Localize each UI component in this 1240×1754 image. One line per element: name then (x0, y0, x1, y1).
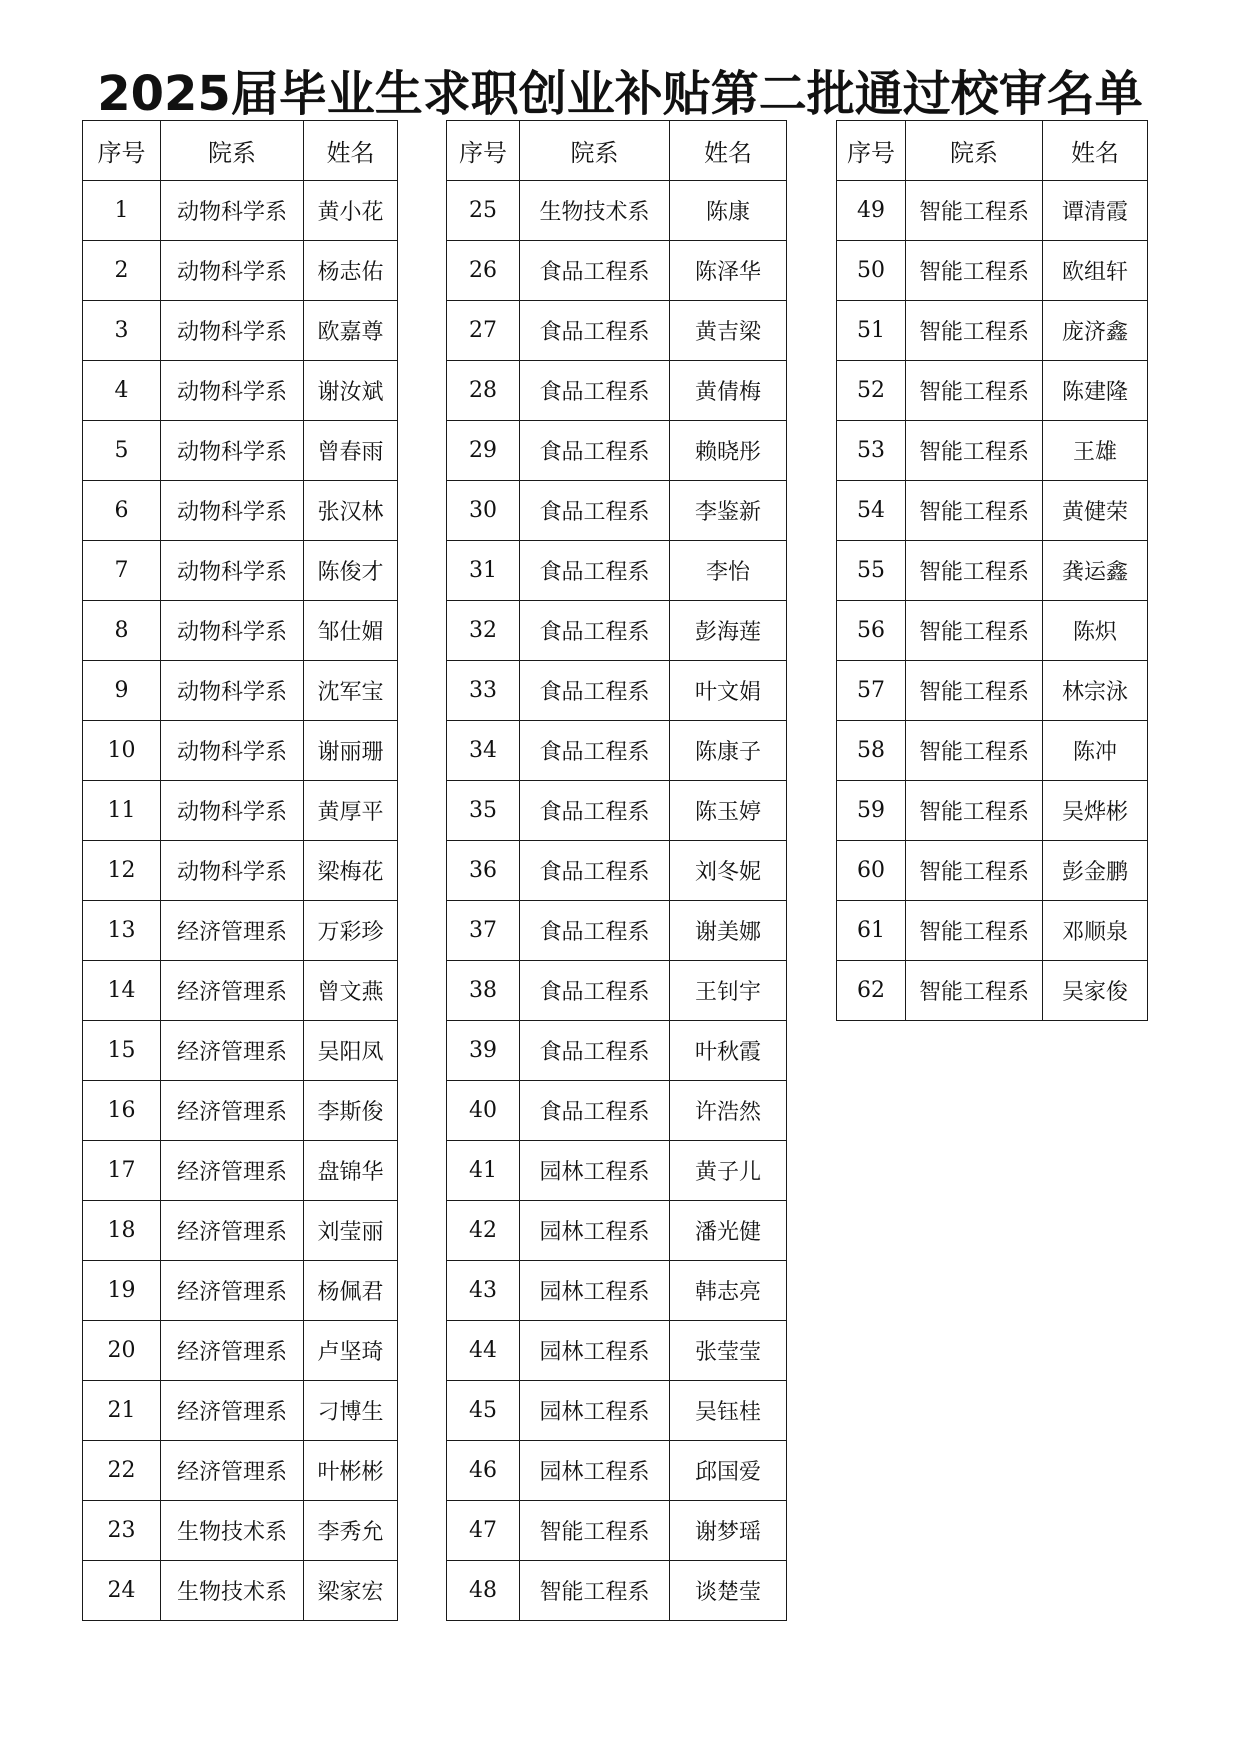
row-dept-cell: 园林工程系 (520, 1141, 670, 1201)
header-name: 姓名 (304, 121, 398, 181)
row-dept-cell: 动物科学系 (161, 721, 304, 781)
row-seq-cell: 54 (837, 481, 906, 541)
row-name-cell: 万彩珍 (304, 901, 398, 961)
table-row (837, 241, 1148, 301)
row-name-cell: 陈康 (670, 181, 787, 241)
table-row (837, 901, 1148, 961)
row-dept-cell: 经济管理系 (161, 1201, 304, 1261)
row-dept-cell: 食品工程系 (520, 361, 670, 421)
table-row (447, 1321, 787, 1381)
table-row (83, 1081, 398, 1141)
table-row (447, 901, 787, 961)
row-dept-cell: 动物科学系 (161, 601, 304, 661)
row-name-cell: 陈冲 (1043, 721, 1148, 781)
row-dept-cell: 食品工程系 (520, 901, 670, 961)
row-name-cell: 黄子儿 (670, 1141, 787, 1201)
row-seq-cell: 40 (447, 1081, 520, 1141)
row-name-cell: 许浩然 (670, 1081, 787, 1141)
row-name-cell: 刘冬妮 (670, 841, 787, 901)
row-name-cell: 黄健荣 (1043, 481, 1148, 541)
table-row (447, 301, 787, 361)
row-seq-cell: 31 (447, 541, 520, 601)
table-row (83, 1021, 398, 1081)
table-row (837, 661, 1148, 721)
table-row (83, 1381, 398, 1441)
row-dept-cell: 智能工程系 (906, 841, 1043, 901)
row-dept-cell: 食品工程系 (520, 601, 670, 661)
row-dept-cell: 园林工程系 (520, 1261, 670, 1321)
row-dept-cell: 食品工程系 (520, 661, 670, 721)
row-seq-cell: 2 (83, 241, 161, 301)
row-dept-cell: 智能工程系 (906, 901, 1043, 961)
table-row (447, 781, 787, 841)
row-seq-cell: 12 (83, 841, 161, 901)
roster-table-1 (82, 120, 398, 1621)
roster-table-3 (836, 120, 1148, 1021)
row-seq-cell: 20 (83, 1321, 161, 1381)
row-dept-cell: 经济管理系 (161, 1081, 304, 1141)
row-seq-cell: 43 (447, 1261, 520, 1321)
row-name-cell: 谢梦瑶 (670, 1501, 787, 1561)
row-seq-cell: 55 (837, 541, 906, 601)
row-dept-cell: 生物技术系 (161, 1501, 304, 1561)
table-row (83, 181, 398, 241)
row-dept-cell: 经济管理系 (161, 1381, 304, 1441)
row-name-cell: 韩志亮 (670, 1261, 787, 1321)
table-row (837, 421, 1148, 481)
row-name-cell: 吴烨彬 (1043, 781, 1148, 841)
row-seq-cell: 34 (447, 721, 520, 781)
row-name-cell: 梁家宏 (304, 1561, 398, 1621)
row-seq-cell: 22 (83, 1441, 161, 1501)
row-seq-cell: 47 (447, 1501, 520, 1561)
row-seq-cell: 35 (447, 781, 520, 841)
table-row (837, 481, 1148, 541)
row-seq-cell: 52 (837, 361, 906, 421)
row-seq-cell: 60 (837, 841, 906, 901)
row-dept-cell: 园林工程系 (520, 1381, 670, 1441)
row-seq-cell: 6 (83, 481, 161, 541)
row-name-cell: 刁博生 (304, 1381, 398, 1441)
row-dept-cell: 食品工程系 (520, 301, 670, 361)
table-row (83, 541, 398, 601)
row-name-cell: 谢美娜 (670, 901, 787, 961)
row-name-cell: 杨志佑 (304, 241, 398, 301)
row-seq-cell: 1 (83, 181, 161, 241)
table-row (83, 361, 398, 421)
row-seq-cell: 28 (447, 361, 520, 421)
row-seq-cell: 29 (447, 421, 520, 481)
row-name-cell: 庞济鑫 (1043, 301, 1148, 361)
table-row (447, 601, 787, 661)
row-seq-cell: 39 (447, 1021, 520, 1081)
row-dept-cell: 食品工程系 (520, 781, 670, 841)
row-seq-cell: 5 (83, 421, 161, 481)
row-name-cell: 卢坚琦 (304, 1321, 398, 1381)
row-seq-cell: 33 (447, 661, 520, 721)
row-seq-cell: 9 (83, 661, 161, 721)
row-seq-cell: 23 (83, 1501, 161, 1561)
row-seq-cell: 17 (83, 1141, 161, 1201)
row-dept-cell: 经济管理系 (161, 1021, 304, 1081)
table-row (83, 781, 398, 841)
header-name: 姓名 (670, 121, 787, 181)
table-row (447, 1261, 787, 1321)
row-seq-cell: 36 (447, 841, 520, 901)
table-row (837, 961, 1148, 1021)
table-row (83, 961, 398, 1021)
row-seq-cell: 10 (83, 721, 161, 781)
table-row (447, 841, 787, 901)
row-dept-cell: 智能工程系 (906, 241, 1043, 301)
row-dept-cell: 动物科学系 (161, 481, 304, 541)
table-row (837, 361, 1148, 421)
row-dept-cell: 园林工程系 (520, 1201, 670, 1261)
row-seq-cell: 62 (837, 961, 906, 1021)
row-seq-cell: 51 (837, 301, 906, 361)
row-dept-cell: 智能工程系 (906, 661, 1043, 721)
row-name-cell: 邹仕媚 (304, 601, 398, 661)
table-row (83, 1501, 398, 1561)
row-dept-cell: 食品工程系 (520, 721, 670, 781)
table-row (447, 361, 787, 421)
row-seq-cell: 8 (83, 601, 161, 661)
table-row (837, 781, 1148, 841)
row-name-cell: 谢汝斌 (304, 361, 398, 421)
row-seq-cell: 37 (447, 901, 520, 961)
row-dept-cell: 智能工程系 (906, 721, 1043, 781)
header-seq: 序号 (447, 121, 520, 181)
row-seq-cell: 46 (447, 1441, 520, 1501)
table-row (837, 601, 1148, 661)
row-name-cell: 黄倩梅 (670, 361, 787, 421)
table-row (83, 601, 398, 661)
row-name-cell: 邓顺泉 (1043, 901, 1148, 961)
table-row (837, 301, 1148, 361)
row-dept-cell: 食品工程系 (520, 961, 670, 1021)
row-dept-cell: 食品工程系 (520, 241, 670, 301)
row-seq-cell: 58 (837, 721, 906, 781)
row-name-cell: 林宗泳 (1043, 661, 1148, 721)
row-dept-cell: 智能工程系 (906, 301, 1043, 361)
row-seq-cell: 38 (447, 961, 520, 1021)
row-name-cell: 陈炽 (1043, 601, 1148, 661)
row-seq-cell: 57 (837, 661, 906, 721)
table-row (83, 481, 398, 541)
table-row (447, 1141, 787, 1201)
row-seq-cell: 30 (447, 481, 520, 541)
table-row (83, 1261, 398, 1321)
row-dept-cell: 智能工程系 (906, 541, 1043, 601)
row-dept-cell: 食品工程系 (520, 421, 670, 481)
row-name-cell: 盘锦华 (304, 1141, 398, 1201)
row-dept-cell: 园林工程系 (520, 1321, 670, 1381)
row-dept-cell: 食品工程系 (520, 481, 670, 541)
table-row (83, 901, 398, 961)
table-row (447, 241, 787, 301)
row-name-cell: 吴家俊 (1043, 961, 1148, 1021)
row-seq-cell: 41 (447, 1141, 520, 1201)
row-name-cell: 杨佩君 (304, 1261, 398, 1321)
row-name-cell: 黄厚平 (304, 781, 398, 841)
row-name-cell: 曾文燕 (304, 961, 398, 1021)
row-name-cell: 陈俊才 (304, 541, 398, 601)
row-name-cell: 李斯俊 (304, 1081, 398, 1141)
header-seq: 序号 (837, 121, 906, 181)
row-name-cell: 叶彬彬 (304, 1441, 398, 1501)
table-row (447, 1021, 787, 1081)
row-seq-cell: 16 (83, 1081, 161, 1141)
row-name-cell: 王雄 (1043, 421, 1148, 481)
row-seq-cell: 7 (83, 541, 161, 601)
row-name-cell: 叶文娟 (670, 661, 787, 721)
row-seq-cell: 61 (837, 901, 906, 961)
row-seq-cell: 42 (447, 1201, 520, 1261)
row-dept-cell: 智能工程系 (906, 961, 1043, 1021)
row-dept-cell: 经济管理系 (161, 1261, 304, 1321)
table-row (83, 1321, 398, 1381)
table-row (447, 1381, 787, 1441)
row-dept-cell: 智能工程系 (906, 421, 1043, 481)
row-dept-cell: 动物科学系 (161, 181, 304, 241)
row-name-cell: 龚运鑫 (1043, 541, 1148, 601)
row-dept-cell: 生物技术系 (161, 1561, 304, 1621)
row-seq-cell: 59 (837, 781, 906, 841)
table-row (837, 181, 1148, 241)
row-dept-cell: 经济管理系 (161, 901, 304, 961)
row-dept-cell: 动物科学系 (161, 541, 304, 601)
row-seq-cell: 11 (83, 781, 161, 841)
row-name-cell: 谈楚莹 (670, 1561, 787, 1621)
row-seq-cell: 13 (83, 901, 161, 961)
row-name-cell: 彭金鹏 (1043, 841, 1148, 901)
row-seq-cell: 3 (83, 301, 161, 361)
row-name-cell: 彭海莲 (670, 601, 787, 661)
table-row (83, 1201, 398, 1261)
row-seq-cell: 25 (447, 181, 520, 241)
row-seq-cell: 24 (83, 1561, 161, 1621)
table-row (447, 421, 787, 481)
table-row (83, 1141, 398, 1201)
table-row (447, 541, 787, 601)
header-name: 姓名 (1043, 121, 1148, 181)
row-seq-cell: 26 (447, 241, 520, 301)
row-name-cell: 刘莹丽 (304, 1201, 398, 1261)
row-name-cell: 谢丽珊 (304, 721, 398, 781)
row-dept-cell: 动物科学系 (161, 241, 304, 301)
row-seq-cell: 14 (83, 961, 161, 1021)
row-seq-cell: 15 (83, 1021, 161, 1081)
table-row (83, 301, 398, 361)
header-dept: 院系 (161, 121, 304, 181)
row-name-cell: 黄吉梁 (670, 301, 787, 361)
row-name-cell: 张莹莹 (670, 1321, 787, 1381)
row-name-cell: 李秀允 (304, 1501, 398, 1561)
table-row (447, 1501, 787, 1561)
row-seq-cell: 19 (83, 1261, 161, 1321)
row-name-cell: 王钊宇 (670, 961, 787, 1021)
header-seq: 序号 (83, 121, 161, 181)
header-row (837, 121, 1148, 181)
row-name-cell: 吴阳凤 (304, 1021, 398, 1081)
row-dept-cell: 园林工程系 (520, 1441, 670, 1501)
row-dept-cell: 动物科学系 (161, 361, 304, 421)
row-dept-cell: 动物科学系 (161, 421, 304, 481)
header-row (447, 121, 787, 181)
row-dept-cell: 智能工程系 (906, 601, 1043, 661)
row-dept-cell: 食品工程系 (520, 541, 670, 601)
row-name-cell: 叶秋霞 (670, 1021, 787, 1081)
row-dept-cell: 经济管理系 (161, 961, 304, 1021)
row-dept-cell: 动物科学系 (161, 781, 304, 841)
row-dept-cell: 动物科学系 (161, 841, 304, 901)
row-seq-cell: 4 (83, 361, 161, 421)
row-dept-cell: 经济管理系 (161, 1141, 304, 1201)
row-dept-cell: 食品工程系 (520, 841, 670, 901)
row-dept-cell: 动物科学系 (161, 301, 304, 361)
header-dept: 院系 (520, 121, 670, 181)
table-row (447, 721, 787, 781)
row-name-cell: 沈军宝 (304, 661, 398, 721)
row-seq-cell: 50 (837, 241, 906, 301)
row-name-cell: 谭清霞 (1043, 181, 1148, 241)
row-name-cell: 李怡 (670, 541, 787, 601)
roster-table-2 (446, 120, 787, 1621)
row-name-cell: 欧嘉尊 (304, 301, 398, 361)
row-dept-cell: 经济管理系 (161, 1321, 304, 1381)
row-dept-cell: 生物技术系 (520, 181, 670, 241)
row-name-cell: 吴钰桂 (670, 1381, 787, 1441)
table-row (837, 721, 1148, 781)
row-name-cell: 陈康子 (670, 721, 787, 781)
row-name-cell: 邱国爱 (670, 1441, 787, 1501)
table-row (83, 1441, 398, 1501)
row-name-cell: 曾春雨 (304, 421, 398, 481)
row-seq-cell: 53 (837, 421, 906, 481)
table-row (83, 661, 398, 721)
row-dept-cell: 经济管理系 (161, 1441, 304, 1501)
row-name-cell: 陈建隆 (1043, 361, 1148, 421)
header-dept: 院系 (906, 121, 1043, 181)
row-seq-cell: 56 (837, 601, 906, 661)
row-name-cell: 李鉴新 (670, 481, 787, 541)
row-seq-cell: 49 (837, 181, 906, 241)
row-seq-cell: 18 (83, 1201, 161, 1261)
row-name-cell: 梁梅花 (304, 841, 398, 901)
row-name-cell: 张汉林 (304, 481, 398, 541)
header-row (83, 121, 398, 181)
row-name-cell: 潘光健 (670, 1201, 787, 1261)
row-dept-cell: 食品工程系 (520, 1081, 670, 1141)
table-row (837, 841, 1148, 901)
row-dept-cell: 智能工程系 (520, 1501, 670, 1561)
row-dept-cell: 智能工程系 (520, 1561, 670, 1621)
row-name-cell: 陈玉婷 (670, 781, 787, 841)
row-dept-cell: 智能工程系 (906, 781, 1043, 841)
table-row (83, 841, 398, 901)
row-seq-cell: 48 (447, 1561, 520, 1621)
row-seq-cell: 45 (447, 1381, 520, 1441)
row-dept-cell: 智能工程系 (906, 361, 1043, 421)
table-row (83, 241, 398, 301)
row-dept-cell: 智能工程系 (906, 481, 1043, 541)
table-row (447, 181, 787, 241)
table-row (447, 661, 787, 721)
row-dept-cell: 动物科学系 (161, 661, 304, 721)
row-name-cell: 欧组轩 (1043, 241, 1148, 301)
table-row (447, 1081, 787, 1141)
table-row (83, 721, 398, 781)
table-row (83, 421, 398, 481)
table-row (447, 1561, 787, 1621)
table-row (447, 1201, 787, 1261)
row-seq-cell: 32 (447, 601, 520, 661)
row-seq-cell: 27 (447, 301, 520, 361)
row-name-cell: 赖晓彤 (670, 421, 787, 481)
row-seq-cell: 21 (83, 1381, 161, 1441)
table-row (447, 961, 787, 1021)
table-row (83, 1561, 398, 1621)
table-row (447, 1441, 787, 1501)
row-dept-cell: 食品工程系 (520, 1021, 670, 1081)
table-row (837, 541, 1148, 601)
table-row (447, 481, 787, 541)
page-title: 2025届毕业生求职创业补贴第二批通过校审名单 (97, 66, 1143, 122)
row-dept-cell: 智能工程系 (906, 181, 1043, 241)
row-seq-cell: 44 (447, 1321, 520, 1381)
row-name-cell: 陈泽华 (670, 241, 787, 301)
row-name-cell: 黄小花 (304, 181, 398, 241)
